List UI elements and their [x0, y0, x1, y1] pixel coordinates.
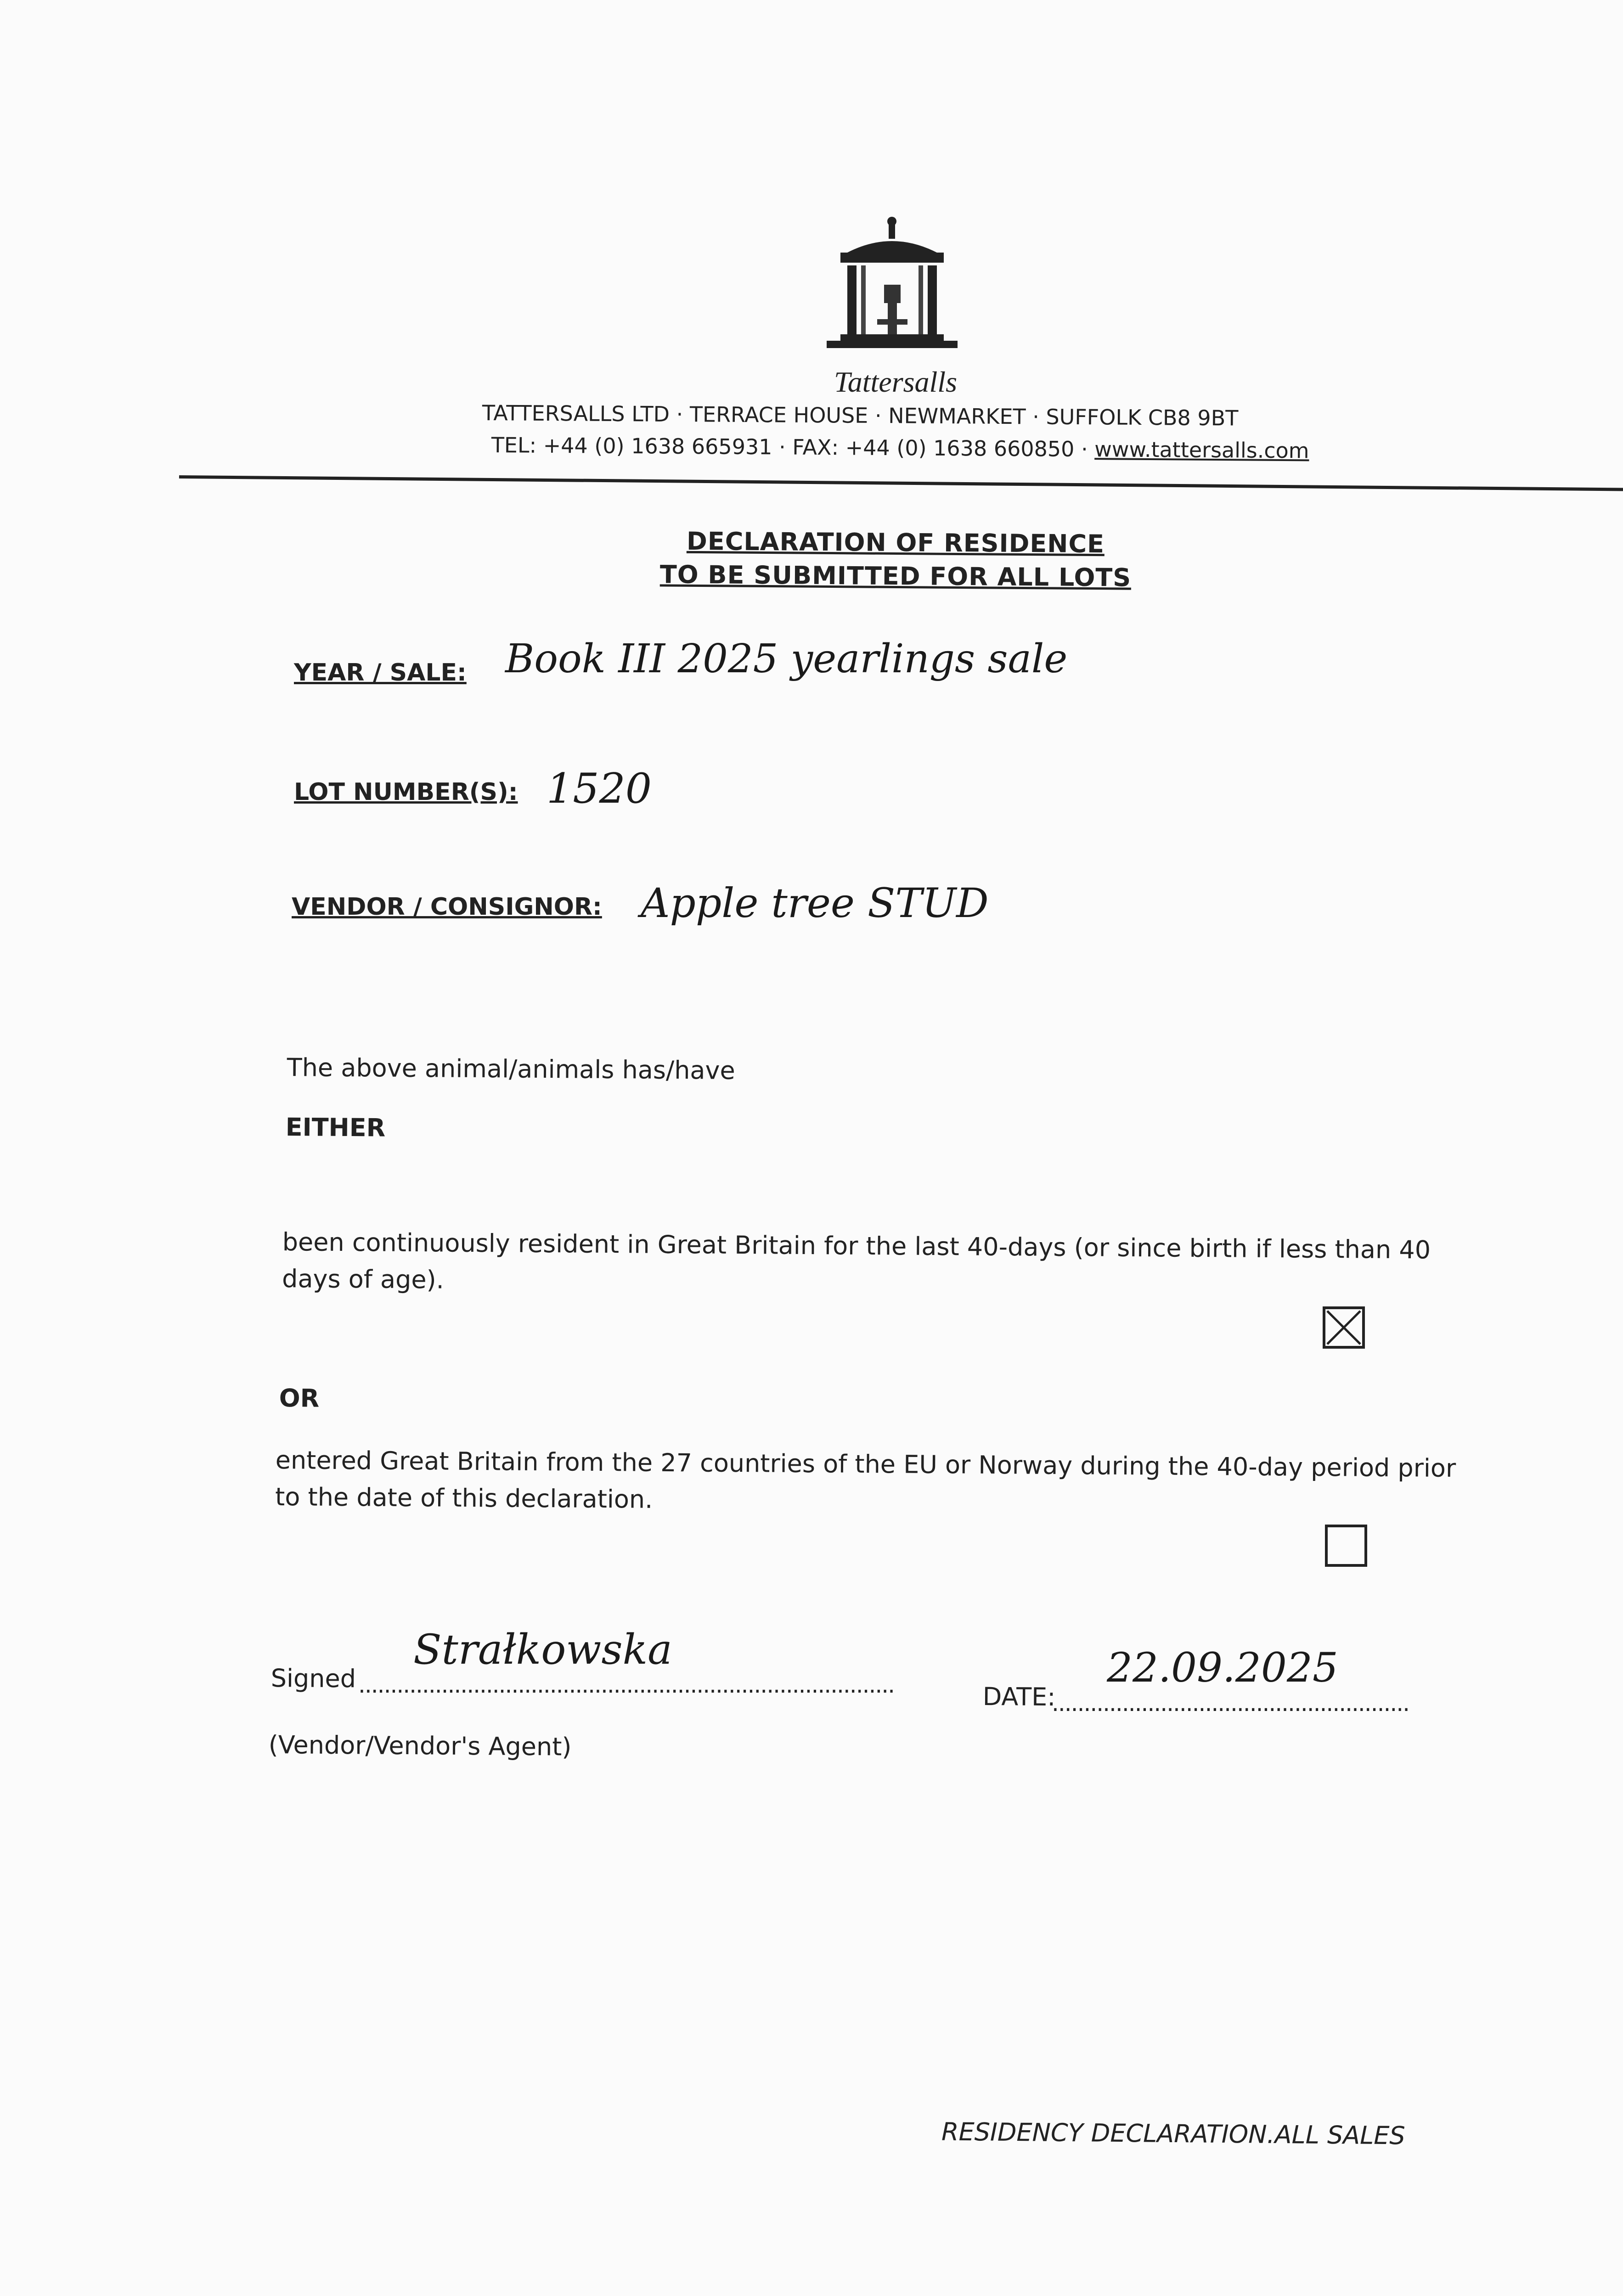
footer-text: RESIDENCY DECLARATION.ALL SALES	[941, 2117, 1405, 2150]
option2-text: entered Great Britain from the 27 countries of the EU or Norway during the 40-day period prior to the date of this declaration.	[275, 1445, 1456, 1514]
brand-name: Tattersalls	[834, 366, 957, 398]
vendor-label: VENDOR / CONSIGNOR:	[292, 893, 602, 921]
contact-phone-fax: TEL: +44 (0) 1638 665931 · FAX: +44 (0) 1638 660850 ·	[491, 433, 1095, 462]
signature-line: ....................................................................................	[358, 1671, 895, 1698]
either-label: EITHER	[285, 1112, 386, 1142]
year-sale-label: YEAR / SALE:	[294, 659, 467, 687]
declaration-intro: The above animal/animals has/have	[287, 1052, 735, 1085]
website-link[interactable]: www.tattersalls.com	[1094, 437, 1309, 463]
lot-number-value[interactable]: 1520	[547, 765, 652, 813]
tattersalls-logo	[822, 216, 964, 363]
form-title-line2: TO BE SUBMITTED FOR ALL LOTS	[659, 560, 1132, 592]
option2-checkbox[interactable]	[1325, 1525, 1367, 1567]
or-label: OR	[279, 1383, 320, 1413]
signer-role: (Vendor/Vendor's Agent)	[268, 1730, 572, 1761]
vendor-value[interactable]: Apple tree STUD	[641, 879, 989, 927]
lot-number-label: LOT NUMBER(S):	[294, 778, 518, 806]
signed-label: Signed	[270, 1663, 356, 1694]
company-contact	[491, 433, 1318, 463]
option1-checkbox[interactable]	[1323, 1306, 1365, 1349]
date-line: ........................................................	[1052, 1690, 1409, 1716]
form-title-line1: DECLARATION OF RESIDENCE	[686, 526, 1105, 559]
check-x-icon	[1325, 1309, 1362, 1346]
header-divider	[179, 475, 1623, 491]
year-sale-value[interactable]: Book III 2025 yearlings sale	[505, 636, 1068, 682]
signature-value[interactable]: Strałkowska	[413, 1626, 672, 1674]
company-address: TATTERSALLS LTD · TERRACE HOUSE · NEWMARKET · SUFFOLK CB8 9BT	[482, 400, 1239, 431]
date-label: DATE:	[982, 1682, 1056, 1712]
option1-text: been continuously resident in Great Britain for the last 40-days (or since birth if less than 40 days of age).	[282, 1227, 1431, 1294]
date-value[interactable]: 22.09.2025	[1107, 1644, 1338, 1691]
